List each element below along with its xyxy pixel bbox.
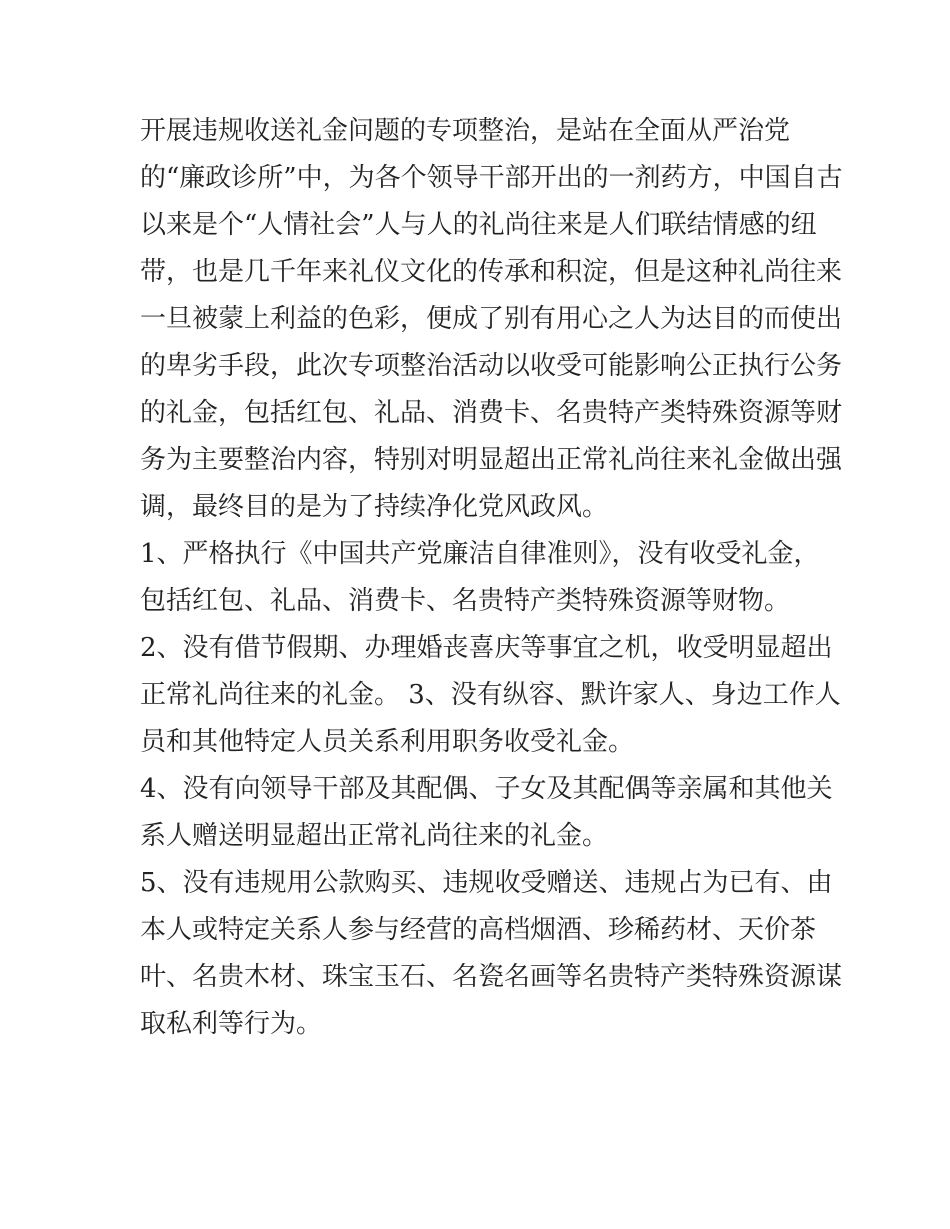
paragraph-item-4 [140, 766, 833, 860]
paragraph-item-2-3 [140, 625, 841, 766]
text-line: 4、没有向领导干部及其配偶、子女及其配偶等亲属和其他关 [140, 774, 833, 804]
text-line: 调，最终目的是为了持续净化党风政风。 [140, 492, 609, 522]
text-line: 取私利等行为。 [140, 1009, 323, 1039]
text-line: 2、没有借节假期、办理婚丧喜庆等事宜之机，收受明显超出 [140, 633, 833, 663]
text-line: 员和其他特定人员关系利用职务收受礼金。 [140, 727, 635, 757]
paragraph-item-5 [140, 860, 843, 1048]
text-line: 一旦被蒙上利益的色彩，便成了别有用心之人为达目的而使出 [140, 304, 843, 334]
text-line: 以来是个“人情社会”人与人的礼尚往来是人们联结情感的纽 [140, 210, 817, 240]
text-line: 包括红包、礼品、消费卡、名贵特产类特殊资源等财物。 [140, 586, 791, 616]
text-line: 的“廉政诊所”中，为各个领导干部开出的一剂药方，中国自古 [140, 163, 843, 193]
paragraph-item-1 [140, 531, 820, 625]
text-line: 的卑劣手段，此次专项整治活动以收受可能影响公正执行公务 [140, 351, 843, 381]
paragraph-intro [140, 108, 843, 531]
text-line: 系人赠送明显超出正常礼尚往来的礼金。 [140, 821, 609, 851]
text-line: 正常礼尚往来的礼金。 3、没有纵容、默许家人、身边工作人 [140, 680, 841, 710]
document-body [140, 108, 843, 1048]
text-line: 叶、名贵木材、珠宝玉石、名瓷名画等名贵特产类特殊资源谋 [140, 962, 843, 992]
text-line: 开展违规收送礼金问题的专项整治，是站在全面从严治党 [140, 116, 791, 146]
text-line: 带，也是几千年来礼仪文化的传承和积淀，但是这种礼尚往来 [140, 257, 843, 287]
text-line: 的礼金，包括红包、礼品、消费卡、名贵特产类特殊资源等财 [140, 398, 843, 428]
text-line: 本人或特定关系人参与经营的高档烟酒、珍稀药材、天价茶 [140, 915, 817, 945]
text-line: 5、没有违规用公款购买、违规收受赠送、违规占为已有、由 [140, 868, 833, 898]
text-line: 1、严格执行《中国共产党廉洁自律准则》，没有收受礼金， [140, 539, 820, 569]
text-line: 务为主要整治内容，特别对明显超出正常礼尚往来礼金做出强 [140, 445, 843, 475]
